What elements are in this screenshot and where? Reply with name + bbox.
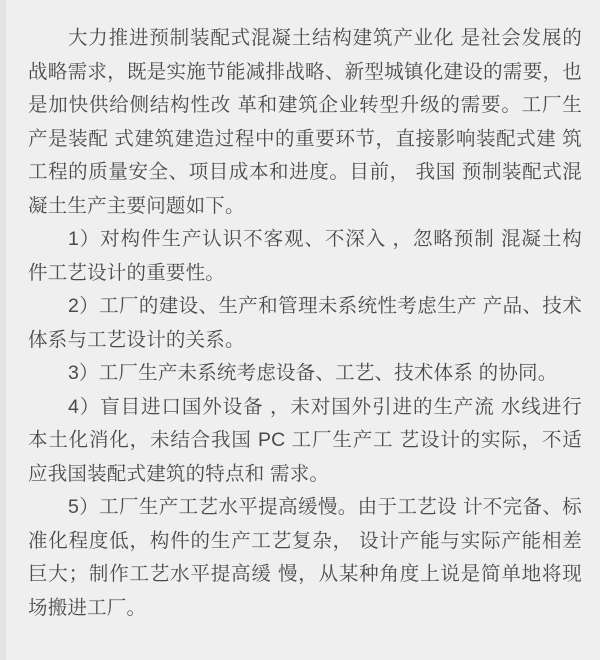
paragraph-item-4: 4）盲目进口国外设备 ，未对国外引进的生产流 水线进行本土化消化，未结合我国 PC 工厂生产工 艺设计的实际，不适应我国装配式建筑的特点和 需求。 xyxy=(28,395,582,485)
paragraph-item-1: 1）对构件生产认识不客观、不深入 ，忽略预制 混凝土构件工艺设计的重要性。 xyxy=(28,228,582,284)
paragraph-intro: 大力推进预制装配式混凝土结构建筑产业化 是社会发展的战略需求，既是实施节能减排战略、新型城镇化建设的需要，也是加快供给侧结构性改 革和建筑企业转型升级的需要。工厂生产是装配 式建筑建造过程中的重要环节，直接影响装配式建 筑工程的质量安全、项目成本和进度。目前， 我国 预制装配式混凝土生产主要问题如下。 xyxy=(28,27,582,217)
paragraph-item-2: 2）工厂的建设、生产和管理未系统性考虑生产 产品、技术体系与工艺设计的关系。 xyxy=(28,295,582,351)
paragraph-item-3: 3）工厂生产未系统考虑设备、工艺、技术体系 的协同。 xyxy=(67,362,558,384)
document-body xyxy=(6,0,600,660)
paragraph-item-5: 5）工厂生产工艺水平提高缓慢。由于工艺设 计不完备、标准化程度低，构件的生产工艺复杂， 设计产能与实际产能相差巨大；制作工艺水平提高缓 慢，从某种角度上说是简单地将现场搬进工厂。 xyxy=(28,496,582,619)
